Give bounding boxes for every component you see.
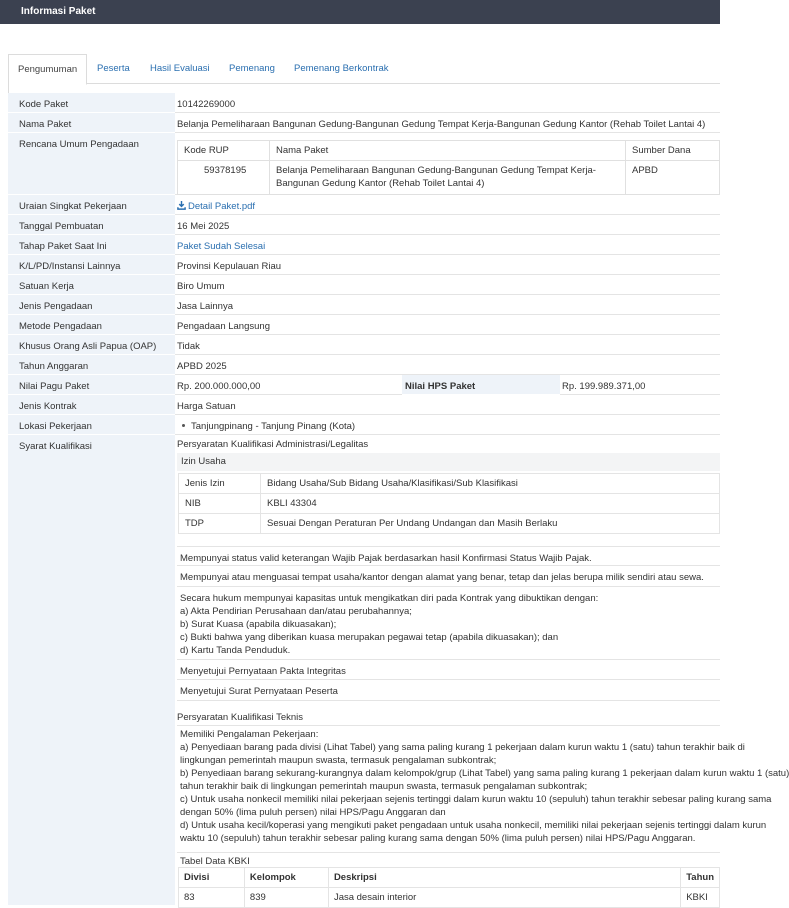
rup-header-kode: Kode RUP [178,141,270,161]
kbki-header-kelompok: Kelompok [244,868,328,888]
kbki-tahun: KBKI [681,888,720,908]
tab-pemenang-berkontrak[interactable]: Pemenang Berkontrak [294,63,389,74]
label-kode-paket: Kode Paket [8,93,175,113]
teknis-title: Persyaratan Kualifikasi Teknis [177,712,304,723]
syarat-teknis [177,725,789,853]
value-tanggal: 16 Mei 2025 [175,215,720,235]
hukum-line: b) Surat Kuasa (apabila dikuasakan); [180,619,337,630]
label-pagu: Nilai Pagu Paket [8,375,175,395]
kbki-header-tahun: Tahun [681,868,720,888]
label-syarat: Syarat Kualifikasi [8,435,175,906]
syarat-surat: Menyetujui Surat Pernyataan Peserta [177,680,720,701]
value-uraian [175,195,720,215]
label-klpd: K/L/PD/Instansi Lainnya [8,255,175,275]
label-rup: Rencana Umum Pengadaan [8,133,175,195]
label-metode: Metode Pengadaan [8,315,175,335]
izin-cell: NIB [179,494,261,514]
kbki-kelompok: 839 [244,888,328,908]
tab-bar [8,54,720,84]
teknis-line: a) Penyediaan barang pada divisi (Lihat Tabel) yang sama paling kurang 1 pekerjaan dalam kurun waktu 1 (satu) tahun terakhir baik di [180,742,745,753]
value-tahap [175,235,720,255]
hukum-line: c) Bukti bahwa yang diberikan kuasa merupakan pegawai tetap (apabila dikuasakan); dan [180,632,559,643]
kbki-divisi: 83 [179,888,245,908]
tab-pemenang[interactable]: Pemenang [229,63,275,74]
value-jenis: Jasa Lainnya [175,295,720,315]
syarat-tempat: Mempunyai atau menguasai tempat usaha/kantor dengan alamat yang benar, tetap dan jelas berupa milik sendiri atau sewa. [177,566,720,587]
detail-paket-link[interactable]: Detail Paket.pdf [188,201,256,212]
label-hps: Nilai HPS Paket [402,375,560,395]
value-tahun: APBD 2025 [175,355,720,375]
kbki-header-divisi: Divisi [179,868,245,888]
value-nama-paket: Belanja Pemeliharaan Bangunan Gedung-Bangunan Gedung Tempat Kerja-Bangunan Gedung Kantor (Rehab Toilet Lantai 4) [175,113,720,133]
izin-cell: KBLI 43304 [261,494,720,514]
label-tahap: Tahap Paket Saat Ini [8,235,175,255]
value-oap: Tidak [175,335,720,355]
syarat-pajak: Mempunyai status valid keterangan Wajib Pajak berdasarkan hasil Konfirmasi Status Wajib Pajak. [177,546,720,566]
hukum-line: Secara hukum mempunyai kapasitas untuk mengikatkan diri pada Kontrak yang dibuktikan dengan: [180,593,599,604]
admin-title: Persyaratan Kualifikasi Administrasi/Legalitas [177,439,369,450]
izin-table [178,473,720,534]
label-satker: Satuan Kerja [8,275,175,295]
value-pagu: Rp. 200.000.000,00 [175,375,402,395]
label-uraian: Uraian Singkat Pekerjaan [8,195,175,215]
tahap-link[interactable]: Paket Sudah Selesai [177,241,266,252]
teknis-line: dengan 50% (lima puluh persen) nilai HPS/Pagu Anggaran dan [180,807,446,818]
lokasi-text: Tanjungpinang - Tanjung Pinang (Kota) [191,421,356,432]
rup-nama: Belanja Pemeliharaan Bangunan Gedung-Bangunan Gedung Tempat Kerja-Bangunan Gedung Kantor (Rehab Toilet Lantai 4) [270,161,626,195]
rup-table [177,140,720,195]
value-satker: Biro Umum [175,275,720,295]
kbki-deskripsi: Jasa desain interior [328,888,680,908]
label-tanggal: Tanggal Pembuatan [8,215,175,235]
rup-dana: APBD [626,161,720,195]
teknis-line: waktu 10 (sepuluh) tahun terakhir sebesar paling kurang sama dengan 50% (lima puluh persen) nilai HPS/Pagu Anggaran. [180,833,696,844]
kbki-table [178,867,720,908]
rup-header-nama: Nama Paket [270,141,626,161]
kbki-header-deskripsi: Deskripsi [328,868,680,888]
teknis-line: c) Untuk usaha nonkecil memiliki nilai pekerjaan sejenis tertinggi dalam kurun waktu 10 (sepuluh) tahun terakhir sebesar paling kurang sama [180,794,772,805]
hukum-line: a) Akta Pendirian Perusahaan dan/atau perubahannya; [180,606,412,617]
value-kontrak: Harga Satuan [175,395,720,415]
value-metode: Pengadaan Langsung [175,315,720,335]
izin-cell: Bidang Usaha/Sub Bidang Usaha/Klasifikasi/Sub Klasifikasi [261,474,720,494]
label-oap: Khusus Orang Asli Papua (OAP) [8,335,175,355]
kbki-title: Tabel Data KBKI [180,856,250,867]
izin-title: Izin Usaha [177,453,720,471]
teknis-line: Memiliki Pengalaman Pekerjaan: [180,729,319,740]
rup-kode: 59378195 [178,161,270,195]
bullet-icon [182,424,185,427]
rup-header-dana: Sumber Dana [626,141,720,161]
tab-pengumuman[interactable]: Pengumuman [8,54,87,85]
teknis-line: b) Penyediaan barang sekurang-kurangnya dalam kelompok/grup (Lihat Tabel) yang sama paling kurang 1 pekerjaan dalam kurun waktu 1 (satu) [180,768,789,779]
label-lokasi: Lokasi Pekerjaan [8,415,175,435]
label-kontrak: Jenis Kontrak [8,395,175,415]
label-jenis: Jenis Pengadaan [8,295,175,315]
window-title: Informasi Paket [0,0,720,24]
teknis-line: tahun terakhir baik di lingkungan pemerintah maupun swasta, termasuk pengalaman subkontrak; [180,781,588,792]
download-icon [177,201,186,210]
value-kode-paket: 10142269000 [175,93,720,113]
label-nama-paket: Nama Paket [8,113,175,133]
teknis-line: d) Untuk usaha kecil/koperasi yang mengikuti paket pengadaan untuk usaha nonkecil, memiliki nilai pekerjaan sejenis tertinggi dalam kurun [180,820,767,831]
izin-cell: Jenis Izin [179,474,261,494]
tab-peserta[interactable]: Peserta [97,63,130,74]
value-lokasi [175,415,720,435]
label-tahun: Tahun Anggaran [8,355,175,375]
tab-hasil-evaluasi[interactable]: Hasil Evaluasi [150,63,210,74]
syarat-hukum [177,587,720,660]
value-klpd: Provinsi Kepulauan Riau [175,255,720,275]
value-hps: Rp. 199.989.371,00 [560,375,720,395]
izin-cell: Sesuai Dengan Peraturan Per Undang Undangan dan Masih Berlaku [261,514,720,534]
teknis-line: lingkungan pemerintah maupun swasta, termasuk pengalaman subkontrak; [180,755,497,766]
hukum-line: d) Kartu Tanda Penduduk. [180,645,291,656]
syarat-pakta: Menyetujui Pernyataan Pakta Integritas [177,660,720,680]
izin-cell: TDP [179,514,261,534]
